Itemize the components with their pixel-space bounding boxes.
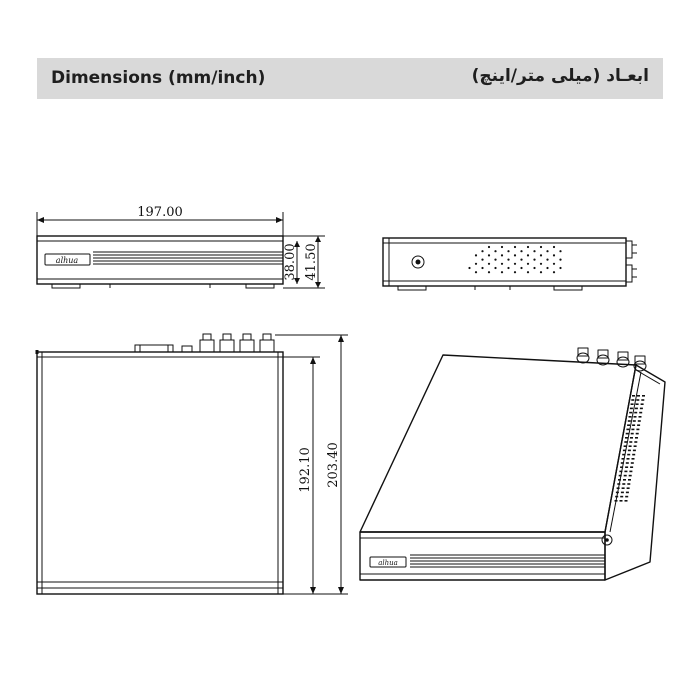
vent-hole [638,420,641,422]
vent-hole [634,445,637,447]
vent-hole [527,271,529,273]
vent-hole [540,271,542,273]
vent-hole [622,487,625,489]
vent-hole [625,500,628,502]
vent-hole [514,263,516,265]
vent-hole [533,259,535,261]
vent-hole [626,433,629,435]
vent-hole [639,412,642,414]
vent-hole [632,424,635,426]
vent-hole [624,445,627,447]
vent-hole [636,403,639,405]
total-depth-dimension-label: 203.40 [326,442,341,488]
vent-hole [631,399,634,401]
vent-hole [639,416,642,418]
vent-hole [559,250,561,252]
vent-hole [553,254,555,256]
vent-hole [501,271,503,273]
vent-hole [622,458,625,460]
vent-hole [631,433,634,435]
vent-hole [629,445,632,447]
vent-hole [468,267,470,269]
vent-hole [623,479,626,481]
vent-hole [507,259,509,261]
vent-hole [619,471,622,473]
vent-hole [641,399,644,401]
vent-hole [630,408,633,410]
vent-hole [540,263,542,265]
vent-hole [620,466,623,468]
vent-hole [633,450,636,452]
vent-hole [631,403,634,405]
vent-hole [488,263,490,265]
vent-hole [628,479,631,481]
vent-hole [627,424,630,426]
vent-hole [619,475,622,477]
vent-hole [637,395,640,397]
vent-hole [642,395,645,397]
vent-hole [626,462,629,464]
vent-hole [622,483,625,485]
section-title-persian: ابعـاد (میلی متر/اینچ) [471,66,649,86]
vent-hole [494,250,496,252]
vent-hole [624,475,627,477]
vent-hole [546,267,548,269]
vent-hole [629,471,632,473]
vent-hole [553,246,555,248]
vent-hole [635,437,638,439]
vent-hole [494,259,496,261]
iso-logo-text: alhua [378,559,398,567]
vent-hole [625,496,628,498]
vent-hole [616,492,619,494]
vent-hole [621,462,624,464]
vent-hole [501,246,503,248]
vent-hole [615,496,618,498]
vent-hole [632,454,635,456]
vent-hole [627,454,630,456]
side-view [383,238,637,290]
vent-hole [527,254,529,256]
vent-hole [620,500,623,502]
vent-hole [481,259,483,261]
vent-hole [629,475,632,477]
vent-hole [631,429,634,431]
vent-hole [631,462,634,464]
vent-hole [628,450,631,452]
isometric-view [360,348,665,580]
vent-hole [625,437,628,439]
vent-hole [514,254,516,256]
vent-hole [501,263,503,265]
vent-hole [520,267,522,269]
vent-hole [507,250,509,252]
vent-hole [527,246,529,248]
vent-hole [629,441,632,443]
vent-hole [488,254,490,256]
vent-hole [625,466,628,468]
vent-hole [624,441,627,443]
vent-hole [617,487,620,489]
bnc-connectors [200,334,274,352]
vent-hole [553,271,555,273]
vent-hole [624,471,627,473]
vent-hole [622,454,625,456]
vent-hole [507,267,509,269]
vent-hole [514,271,516,273]
vent-hole [627,458,630,460]
vent-hole [520,259,522,261]
vent-hole [475,254,477,256]
vent-hole [618,479,621,481]
vent-hole [520,250,522,252]
vent-hole [546,259,548,261]
total-height-dimension-label: 41.50 [304,243,319,281]
vent-hole [634,416,637,418]
vent-hole [494,267,496,269]
vent-hole [636,399,639,401]
vent-hole [475,263,477,265]
logo-text: alhua [55,256,79,265]
vent-hole [623,450,626,452]
vent-hole [634,441,637,443]
vent-hole [636,429,639,431]
vent-hole [488,246,490,248]
vent-hole [615,500,618,502]
body-depth-dimension-label: 192.10 [298,447,313,493]
vent-hole [559,259,561,261]
vent-hole [533,250,535,252]
vent-hole [635,408,638,410]
vent-hole [634,412,637,414]
body-height-dimension-label: 38.00 [283,243,298,281]
vent-hole [514,246,516,248]
vent-hole [636,433,639,435]
vent-hole [481,250,483,252]
vent-hole [628,420,631,422]
vent-hole [481,267,483,269]
vent-hole [630,437,633,439]
vent-hole [633,420,636,422]
vent-hole [629,416,632,418]
front-view [37,205,325,288]
vent-hole [627,487,630,489]
vent-hole [632,458,635,460]
vent-hole [626,429,629,431]
vent-hole [629,412,632,414]
vent-hole [501,254,503,256]
vent-hole [488,271,490,273]
vent-hole [533,267,535,269]
top-view [37,334,348,594]
vent-hole [627,483,630,485]
vent-hole [546,250,548,252]
width-dimension-label: 197.00 [137,205,183,220]
vent-hole [527,263,529,265]
vent-hole [632,395,635,397]
vent-hole [540,254,542,256]
vent-hole [620,496,623,498]
vent-hole [540,246,542,248]
vent-hole [641,403,644,405]
vent-hole [630,466,633,468]
vent-hole [621,492,624,494]
vent-hole [475,271,477,273]
side-vent-holes [468,246,561,273]
vent-hole [626,492,629,494]
section-title-english: Dimensions (mm/inch) [51,68,266,88]
vent-hole [640,408,643,410]
vent-hole [637,424,640,426]
vent-hole [559,267,561,269]
vent-hole [553,263,555,265]
vent-hole [617,483,620,485]
